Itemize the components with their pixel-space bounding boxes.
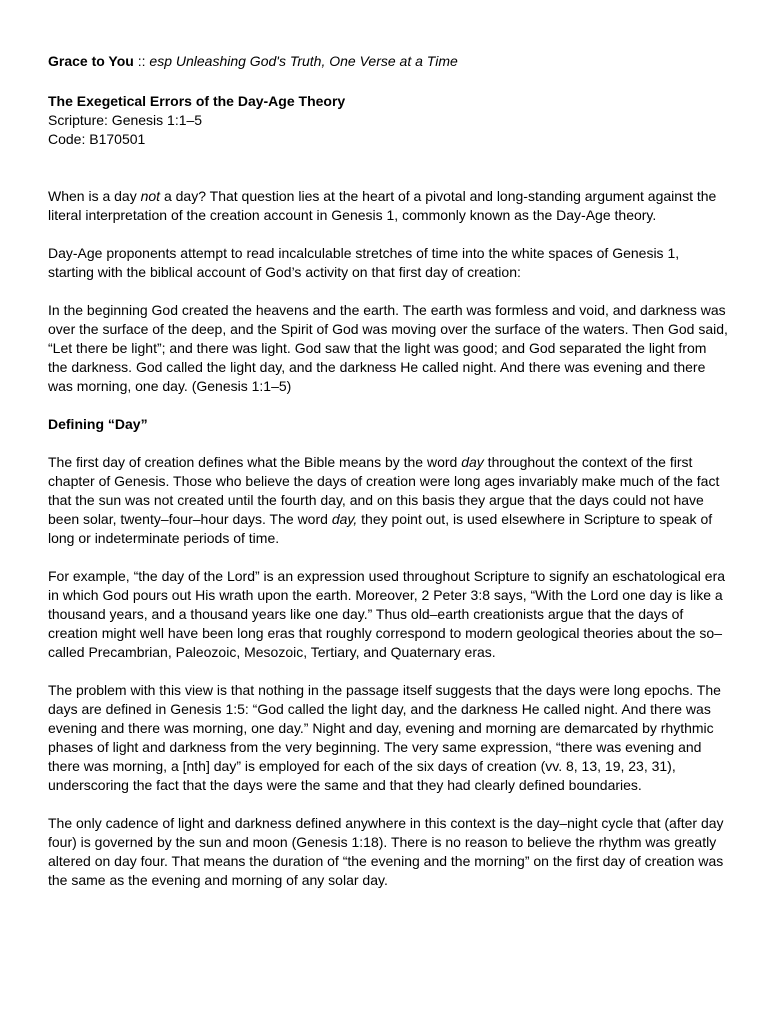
paragraph-cadence: The only cadence of light and darkness defined anywhere in this context is the day–night cycle that (after day four) is governed by the sun and moon (Genesis 1:18). There is no reason to believe the rhythm was greatly altered on day four. That means the duration of “the evening and the morning” on the first day of creation was the same as the evening and morning of any solar day. (48, 815, 724, 888)
intro-text-2: a day? That question lies at the heart of a pivotal and long-standing argument against the literal interpretation of the creation account in Genesis 1, commonly known as the Day-Age theory. (48, 188, 717, 223)
brand-name: Grace to You (48, 53, 134, 69)
brand-tagline: esp Unleashing God's Truth, One Verse at a Time (149, 53, 458, 69)
article-meta (48, 92, 728, 149)
article-title: The Exegetical Errors of the Day-Age Theory (48, 93, 346, 109)
p4-emphasis-1: day (461, 454, 484, 470)
paragraph-day-age-proponents: Day-Age proponents attempt to read incalculable stretches of time into the white spaces of Genesis 1, starting with the biblical account of God’s activity on that first day of creation: (48, 245, 680, 280)
section-heading: Defining “Day” (48, 416, 148, 432)
spacer (48, 149, 728, 187)
masthead (48, 52, 728, 71)
p4-text-2: throughout the context of the first chapter of Genesis. Those who believe the days of creation were long ages invariably make much of the fact that the sun was not created until the fourth day, and on this basis they argue that the days could not have been solar, twenty–four–hour days. The word (48, 454, 720, 527)
brand-separator: :: (133, 53, 150, 69)
scripture-quote: In the beginning God created the heavens and the earth. The earth was formless and void, and darkness was over the surface of the deep, and the Spirit of God was moving over the surface of the waters. Then God said, “Let there be light”; and there was light. God saw that the light was good; and God separated the light from the darkness. God called the light day, and the darkness He called night. And there was evening and there was morning, one day. (Genesis 1:1–5) (48, 302, 728, 394)
intro-paragraph (48, 187, 728, 225)
article-code: Code: B170501 (48, 131, 146, 147)
paragraph-day-of-the-lord: For example, “the day of the Lord” is an expression used throughout Scripture to signify an eschatological era in which God pours out His wrath upon the earth. Moreover, 2 Peter 3:8 says, “With the Lord one day is like a thousand years, and a thousand years like one day.” Thus old–earth creationists argue that the days of creation might well have been long eras that roughly correspond to modern geological theories about the so–called Precambrian, Paleozoic, Mesozoic, Tertiary, and Quaternary eras. (48, 568, 726, 660)
scripture-reference: Scripture: Genesis 1:1–5 (48, 112, 203, 128)
intro-text-1: When is a day (48, 188, 141, 204)
p4-text-3: they point out, is used elsewhere in Scripture to speak of long or indeterminate periods of time. (48, 511, 713, 546)
p4-emphasis-2: day, (331, 511, 358, 527)
p4-text-1: The first day of creation defines what the Bible means by the word (48, 454, 462, 470)
paragraph-first-day (48, 453, 728, 548)
intro-emphasis: not (140, 188, 161, 204)
paragraph-problem-with-view: The problem with this view is that nothing in the passage itself suggests that the days were long epochs. The days are defined in Genesis 1:5: “God called the light day, and the darkness He called night. And there was evening and there was morning, one day.” Night and day, evening and morning are demarcated by rhythmic phases of light and darkness from the very beginning. The very same expression, “there was evening and there was morning, a [nth] day” is employed for each of the six days of creation (vv. 8, 13, 19, 23, 31), underscoring the fact that the days were the same and that they had clearly defined boundaries. (48, 682, 721, 793)
document-page (48, 52, 728, 909)
